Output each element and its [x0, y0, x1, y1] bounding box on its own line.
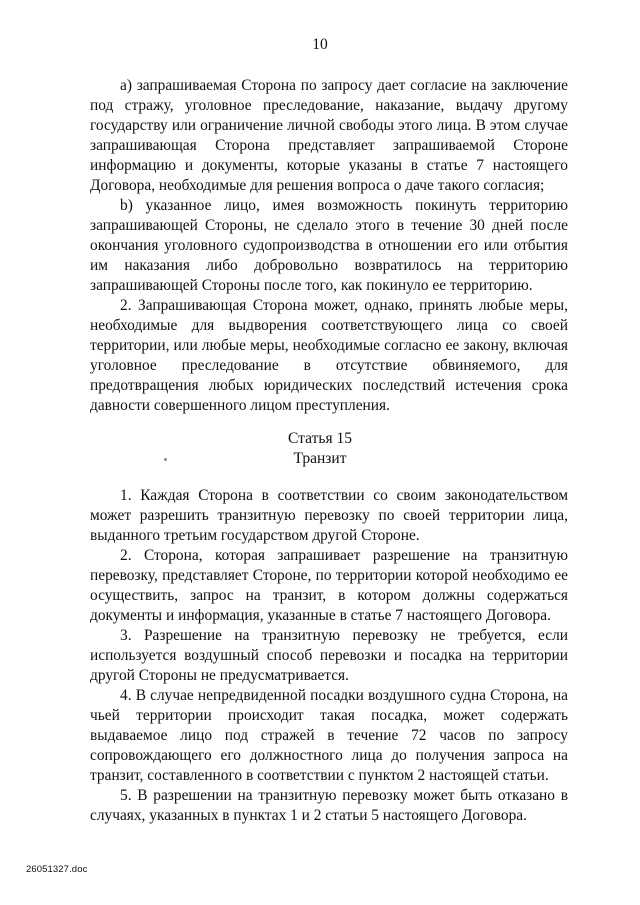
article-14-continuation [90, 76, 568, 416]
transit-paragraph-2: 2. Сторона, которая запрашивает разрешение на транзитную перевозку, представляет Стороне, по территории которой необходимо ее осуществить, запрос на транзит, в котором должны содержаться документы и информация, указанные в статье 7 настоящего Договора. [90, 547, 568, 624]
footer-filename: 26051327.doc [26, 864, 88, 875]
page-number: 10 [312, 36, 328, 53]
article-title-heading: Транзит [293, 450, 347, 467]
transit-paragraph-1: 1. Каждая Сторона в соответствии со своим законодательством может разрешить транзитную перевозку по своей территории лица, выданного третьим государством другой Стороне. [90, 487, 568, 544]
transit-paragraph-4: 4. В случае непредвиденной посадки воздушного судна Сторона, на чьей территории происходит такая посадка, может содержать выдаваемое лицо под стражей в течение 72 часов по запросу сопровождающего его должностного лица до получения запроса на транзит, составленного в соответствии с пунктом 2 настоящей статьи. [90, 687, 568, 784]
transit-paragraph-5: 5. В разрешении на транзитную перевозку может быть отказано в случаях, указанных в пунктах 1 и 2 статьи 5 настоящего Договора. [90, 787, 568, 824]
transit-paragraph-3: 3. Разрешение на транзитную перевозку не требуется, если используется воздушный способ перевозки и посадка на территории другой Стороны не предусматривается. [90, 627, 568, 684]
article-15-body [90, 486, 568, 826]
article-number-heading: Статья 15 [288, 430, 352, 447]
paragraph-item-2: 2. Запрашивающая Сторона может, однако, принять любые меры, необходимые для выдворения соответствующего лица со своей территории, или любые меры, необходимые согласно ее закону, включая уголовное преследование в отсутствие обвиняемого, для предотвращения любых юридических последствий истечения срока давности совершенного лицом преступления. [90, 297, 568, 414]
scan-speck [164, 458, 167, 461]
paragraph-subitem-a: а) запрашиваемая Сторона по запросу дает согласие на заключение под стражу, уголовное преследование, наказание, выдачу другому государству или ограничение личной свободы этого лица. В этом случае запрашивающая Сторона представляет запрашиваемой Стороне информацию и документы, которые указаны в статье 7 настоящего Договора, необходимые для решения вопроса о даче такого согласия; [90, 77, 568, 194]
paragraph-subitem-b: b) указанное лицо, имея возможность покинуть территорию запрашивающей Стороны, не сделало этого в течение 30 дней после окончания уголовного судопроизводства в отношении его или отбытия им наказания либо добровольно возвратилось на территорию запрашивающей Стороны после того, как покинуло ее территорию. [90, 197, 568, 294]
